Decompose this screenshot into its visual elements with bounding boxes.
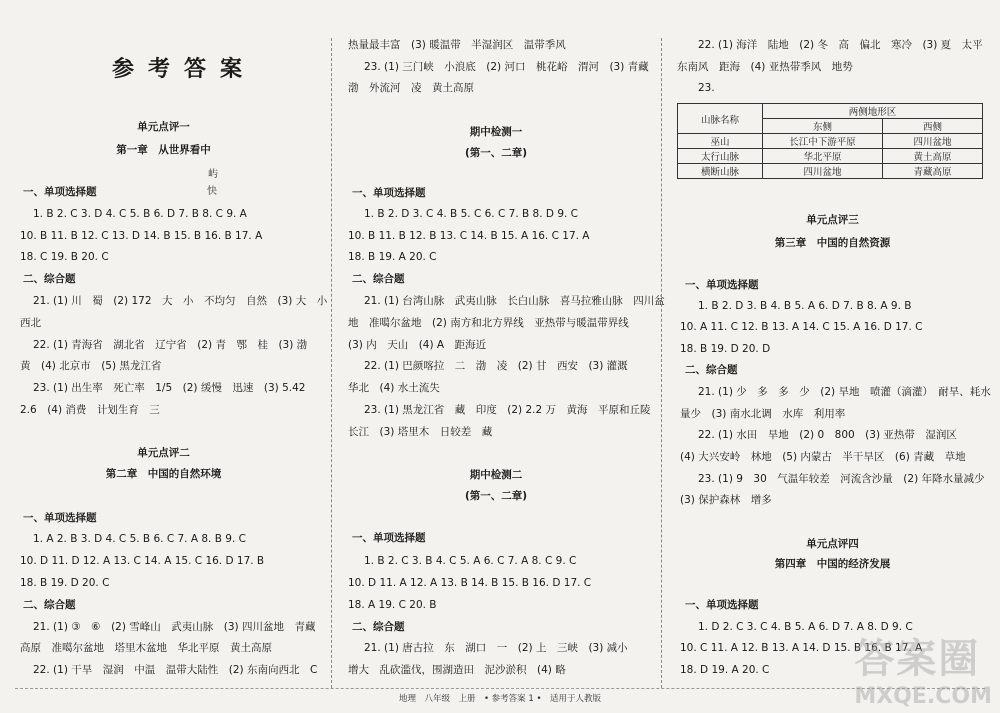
midterm-2-subtitle: (第一、二章) <box>464 490 528 502</box>
table-row <box>678 149 983 164</box>
section-heading: 一、单项选择题 <box>23 512 97 524</box>
answer-line: 21. (1) ③ ⑥ (2) 雪峰山 武夷山脉 (3) 四川盆地 青藏 <box>33 621 316 633</box>
table-cell: 长江中下游平原 <box>763 134 883 149</box>
column-left <box>0 0 327 690</box>
answer-line: 增大 乱砍滥伐，围湖造田 泥沙淤积 (4) 略 <box>348 664 566 676</box>
answer-line: 18. A 19. C 20. B <box>348 599 437 611</box>
midterm-2-heading: 期中检测二 <box>469 469 523 481</box>
table-header: 山脉名称 <box>678 104 763 134</box>
table-cell: 青藏高原 <box>883 164 983 179</box>
answer-line: 10. A 11. C 12. B 13. A 14. C 15. A 16. D 17. C <box>680 321 923 333</box>
section-heading: 二、综合题 <box>685 364 738 376</box>
answer-line: 地 准噶尔盆地 (2) 南方和北方界线 亚热带与暖温带界线 <box>348 317 629 329</box>
table-cell: 四川盆地 <box>883 134 983 149</box>
answer-line: 长江 (3) 塔里木 日较差 藏 <box>348 426 493 438</box>
table-header: 两侧地形区 <box>763 104 983 119</box>
unit-review-4-heading: 单元点评四 <box>806 538 859 550</box>
answer-line: 18. B 19. A 20. C <box>348 251 437 263</box>
table-cell: 华北平原 <box>763 149 883 164</box>
table-header: 西侧 <box>883 119 983 134</box>
chapter-1-title: 第一章 从世界看中 <box>116 144 211 156</box>
answer-line: 18. C 19. B 20. C <box>20 251 109 263</box>
watermark-logo-text: 答案圈 <box>854 636 981 682</box>
section-heading: 二、综合题 <box>352 273 405 285</box>
answer-line: 22. (1) 巴颜喀拉 二 渤 凌 (2) 甘 西安 (3) 灌溉 <box>364 360 628 372</box>
midterm-1-heading: 期中检测一 <box>469 126 523 138</box>
answer-line: 21. (1) 川 蜀 (2) 172 大 小 不均匀 自然 (3) 大 小 <box>33 295 328 307</box>
answer-line: 21. (1) 少 多 多 少 (2) 旱地 喷灌（滴灌） 耐旱、耗水 <box>698 386 991 398</box>
mountain-terrain-table <box>677 103 983 179</box>
table-cell: 巫山 <box>678 134 763 149</box>
answer-line: 2.6 (4) 消费 计划生育 三 <box>20 404 160 416</box>
stamp-char-1: 屿 <box>208 169 218 180</box>
answer-line: 1. D 2. C 3. C 4. B 5. A 6. D 7. A 8. D 9. C <box>698 621 913 633</box>
chapter-2-title: 第二章 中国的自然环境 <box>105 468 222 480</box>
section-heading: 一、单项选择题 <box>685 279 759 291</box>
answer-line: 热量最丰富 (3) 暖温带 半湿润区 温带季风 <box>348 39 566 51</box>
chapter-3-title: 第三章 中国的自然资源 <box>774 237 891 249</box>
section-heading: 二、综合题 <box>23 599 76 611</box>
section-heading: 一、单项选择题 <box>352 187 426 199</box>
table-cell: 太行山脉 <box>678 149 763 164</box>
answer-line: 18. D 19. A 20. C <box>680 664 770 676</box>
answer-line: 23. (1) 出生率 死亡率 1/5 (2) 缓慢 迅速 (3) 5.42 <box>33 382 306 394</box>
section-heading: 二、综合题 <box>23 273 76 285</box>
midterm-1-subtitle: (第一、二章) <box>464 147 528 159</box>
answer-line: 1. A 2. B 3. D 4. C 5. B 6. C 7. A 8. B 9. C <box>33 533 246 545</box>
answer-line: 23. (1) 9 30 气温年较差 河流含沙量 (2) 年降水量减少 <box>698 473 985 485</box>
column-divider <box>661 38 662 688</box>
watermark-url: MXQE.COM <box>854 684 992 709</box>
page-footer: 地理 八年级 上册 • 参考答案 1 • 适用于人教版 <box>398 694 602 704</box>
answer-line: 10. D 11. A 12. A 13. B 14. B 15. B 16. D 17. C <box>348 577 592 589</box>
answer-line: 18. B 19. D 20. C <box>20 577 110 589</box>
column-divider <box>331 38 332 688</box>
answer-line: 华北 (4) 水土流失 <box>348 382 440 394</box>
answer-line: (3) 内 天山 (4) A 距海近 <box>348 339 487 351</box>
answer-line: 21. (1) 唐古拉 东 湖口 一 (2) 上 三峡 (3) 减小 <box>364 642 628 654</box>
column-middle <box>335 0 665 690</box>
table-row <box>678 164 983 179</box>
answer-line: (4) 大兴安岭 林地 (5) 内蒙古 半干旱区 (6) 青藏 草地 <box>680 451 966 463</box>
section-heading: 一、单项选择题 <box>685 599 759 611</box>
answer-line: 10. C 11. A 12. B 13. A 14. D 15. B 16. B 17. A <box>680 642 923 654</box>
section-heading: 一、单项选择题 <box>352 532 426 544</box>
answer-line: 22. (1) 海洋 陆地 (2) 冬 高 偏北 寒冷 (3) 夏 太平 <box>698 39 983 51</box>
chapter-4-title: 第四章 中国的经济发展 <box>774 558 891 570</box>
answer-line: (3) 保护森林 增多 <box>680 494 772 506</box>
section-heading: 一、单项选择题 <box>23 186 97 198</box>
stamp-char-2: 快 <box>207 186 217 197</box>
answer-line: 东南风 距海 (4) 亚热带季风 地势 <box>677 61 853 73</box>
answer-line: 23. <box>698 82 715 94</box>
answer-line: 22. (1) 青海省 湖北省 辽宁省 (2) 青 鄂 桂 (3) 渤 <box>33 339 308 351</box>
answer-line: 22. (1) 水田 旱地 (2) 0 800 (3) 亚热带 湿润区 <box>698 429 957 441</box>
table-cell: 黄土高原 <box>883 149 983 164</box>
answer-line: 10. D 11. D 12. A 13. C 14. A 15. C 16. D 17. B <box>20 555 265 567</box>
unit-review-2-heading: 单元点评二 <box>137 447 190 459</box>
unit-review-3-heading: 单元点评三 <box>806 214 859 226</box>
answer-line: 1. B 2. C 3. D 4. C 5. B 6. D 7. B 8. C 9. A <box>33 208 247 220</box>
page-title: 参考答案 <box>112 57 257 82</box>
answer-line: 1. B 2. D 3. C 4. B 5. C 6. C 7. B 8. D 9. C <box>364 208 579 220</box>
table-cell: 横断山脉 <box>678 164 763 179</box>
answer-line: 高原 准噶尔盆地 塔里木盆地 华北平原 黄土高原 <box>20 642 272 654</box>
answer-line: 22. (1) 干旱 湿润 中温 温带大陆性 (2) 东南向西北 C <box>33 664 318 676</box>
answer-line: 10. B 11. B 12. C 13. D 14. B 15. B 16. B 17. A <box>20 230 263 242</box>
answer-line: 1. B 2. D 3. B 4. B 5. A 6. D 7. B 8. A 9. B <box>698 300 912 312</box>
answer-line: 1. B 2. C 3. B 4. C 5. A 6. C 7. A 8. C 9. C <box>364 555 577 567</box>
footer-rule <box>15 688 985 689</box>
table-cell: 四川盆地 <box>763 164 883 179</box>
answer-line: 21. (1) 台湾山脉 武夷山脉 长白山脉 喜马拉雅山脉 四川盆 <box>364 295 665 307</box>
answer-line: 西北 <box>20 317 41 329</box>
section-heading: 二、综合题 <box>352 621 405 633</box>
table-header: 东侧 <box>763 119 883 134</box>
answer-line: 黄 (4) 北京市 (5) 黑龙江省 <box>20 360 162 372</box>
answer-line: 渤 外流河 凌 黄土高原 <box>348 82 474 94</box>
unit-review-1-heading: 单元点评一 <box>137 121 190 133</box>
table-row <box>678 134 983 149</box>
answer-line: 23. (1) 黑龙江省 藏 印度 (2) 2.2 万 黄海 平原和丘陵 <box>364 404 651 416</box>
answer-line: 23. (1) 三门峡 小浪底 (2) 河口 桃花峪 渭河 (3) 青藏 <box>364 61 649 73</box>
answer-line: 量少 (3) 南水北调 水库 利用率 <box>680 408 846 420</box>
answer-line: 10. B 11. B 12. B 13. C 14. B 15. A 16. C 17. A <box>348 230 590 242</box>
answer-line: 18. B 19. D 20. D <box>680 343 771 355</box>
